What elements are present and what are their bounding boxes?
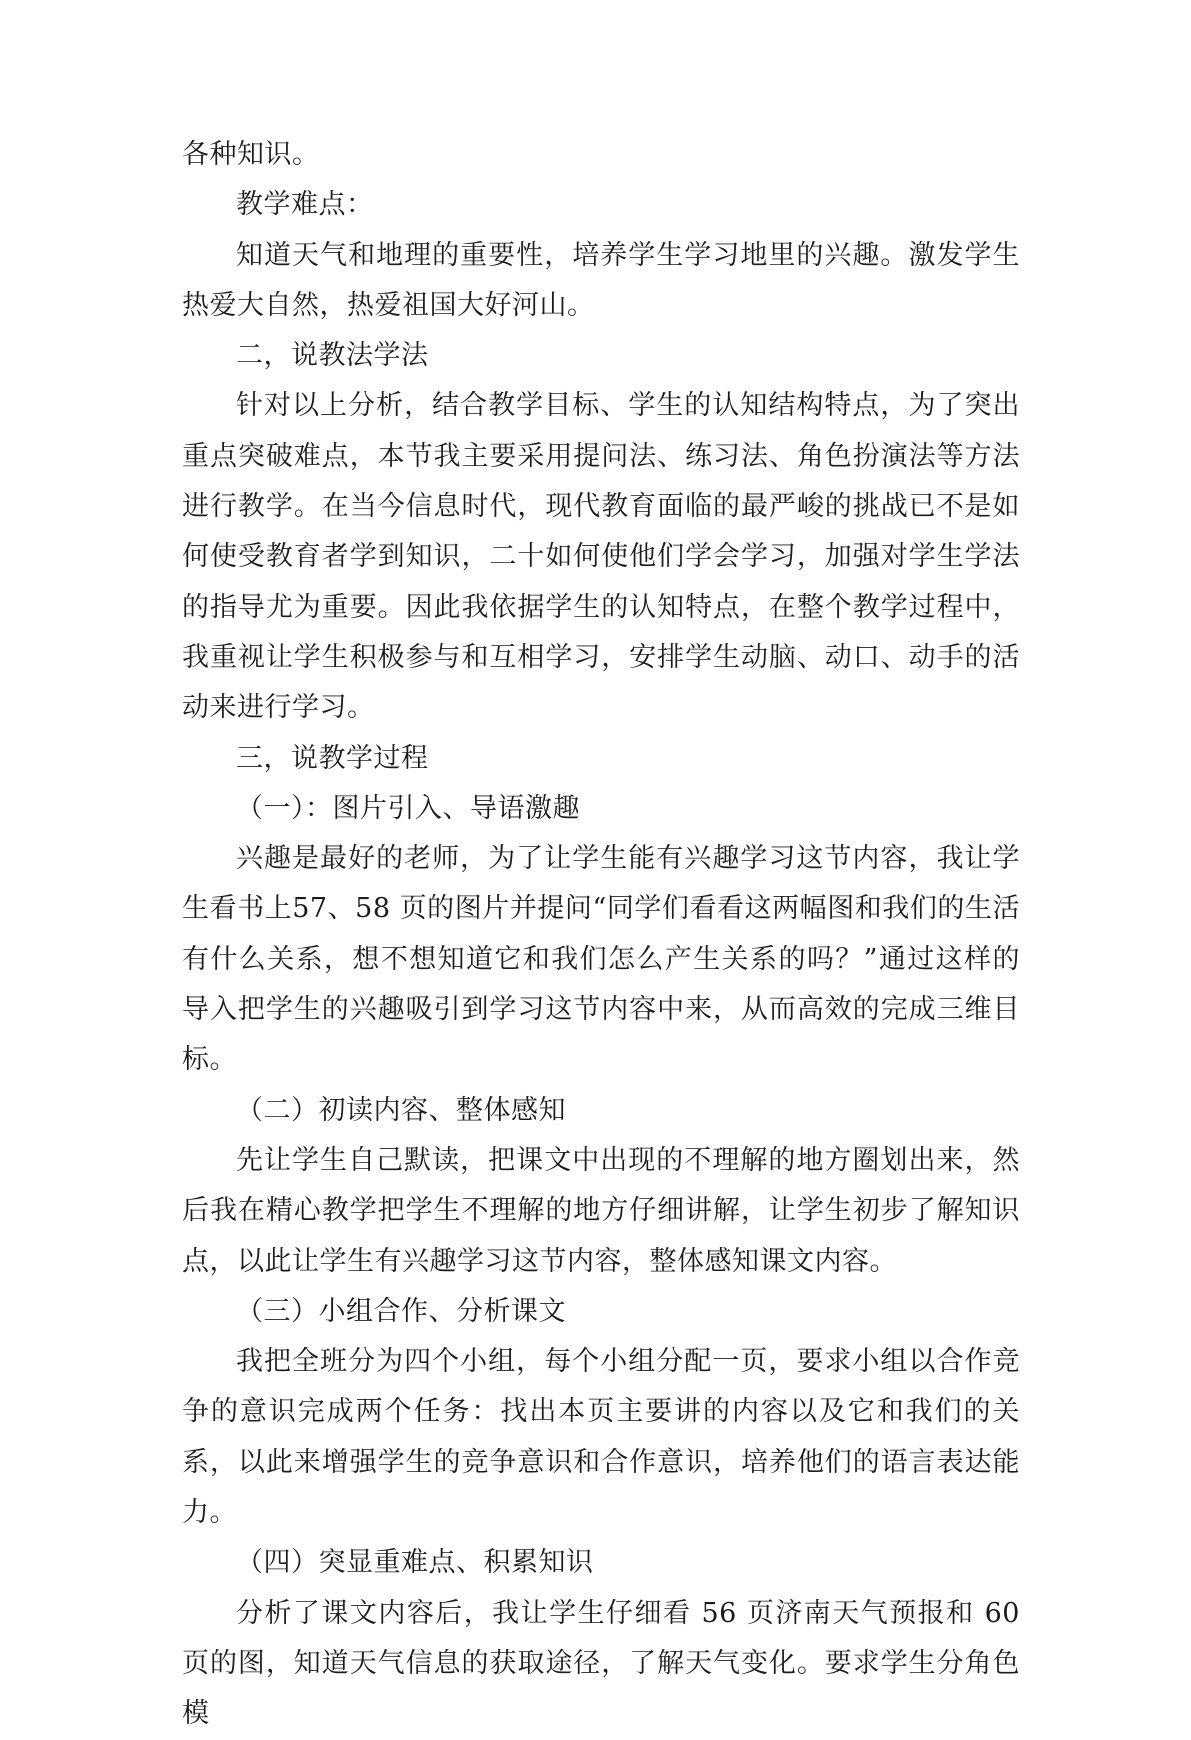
subheading-step-four: （四）突显重难点、积累知识 — [236, 1547, 594, 1579]
paragraph-step-four: 分析了课文内容后，我让学生仔细看 56 页济南天气预报和 60 页的图，知道天气信息的获取途径，了解天气变化。要求学生分角色模 — [182, 1597, 1020, 1730]
document-body — [182, 130, 1020, 1740]
heading-section-three: 三，说教学过程 — [236, 742, 429, 774]
paragraph-methods: 针对以上分析，结合教学目标、学生的认知结构特点，为了突出重点突破难点，本节我主要采用提问法、练习法、角色扮演法等方法进行教学。在当今信息时代，现代教育面临的最严峻的挑战已不是如何使受教育者学到知识，二十如何使他们学会学习，加强对学生学法的指导尤为重要。因此我依据学生的认知特点，在整个教学过程中，我重视让学生积极参与和互相学习，安排学生动脑、动口、动手的活动来进行学习。 — [182, 390, 1020, 724]
heading-teaching-difficulty: 教学难点： — [236, 189, 374, 221]
paragraph-continuation: 各种知识。 — [182, 139, 320, 170]
paragraph-step-three: 我把全班分为四个小组，每个小组分配一页，要求小组以合作竞争的意识完成两个任务：找出本页主要讲的内容以及它和我们的关系，以此来增强学生的竞争意识和合作意识，培养他们的语言表达能力。 — [182, 1346, 1020, 1529]
subheading-step-one: （一）：图片引入、导语激趣 — [236, 792, 580, 824]
heading-section-two: 二，说教法学法 — [236, 340, 429, 372]
subheading-step-two: （二）初读内容、整体感知 — [236, 1094, 566, 1126]
paragraph-step-one: 兴趣是最好的老师，为了让学生能有兴趣学习这节内容，我让学生看书上57、58 页的图片并提问“同学们看看这两幅图和我们的生活有什么关系，想不想知道它和我们怎么产生关系的吗？”通过这样的导入把学生的兴趣吸引到学习这节内容中来，从而高效的完成三维目标。 — [182, 843, 1020, 1076]
subheading-step-three: （三）小组合作、分析课文 — [236, 1295, 566, 1327]
paragraph-difficulty-detail: 知道天气和地理的重要性，培养学生学习地里的兴趣。激发学生热爱大自然，热爱祖国大好河山。 — [182, 239, 1020, 321]
paragraph-step-two: 先让学生自己默读，把课文中出现的不理解的地方圈划出来，然后我在精心教学把学生不理解的地方仔细讲解，让学生初步了解知识点，以此让学生有兴趣学习这节内容，整体感知课文内容。 — [182, 1144, 1020, 1277]
